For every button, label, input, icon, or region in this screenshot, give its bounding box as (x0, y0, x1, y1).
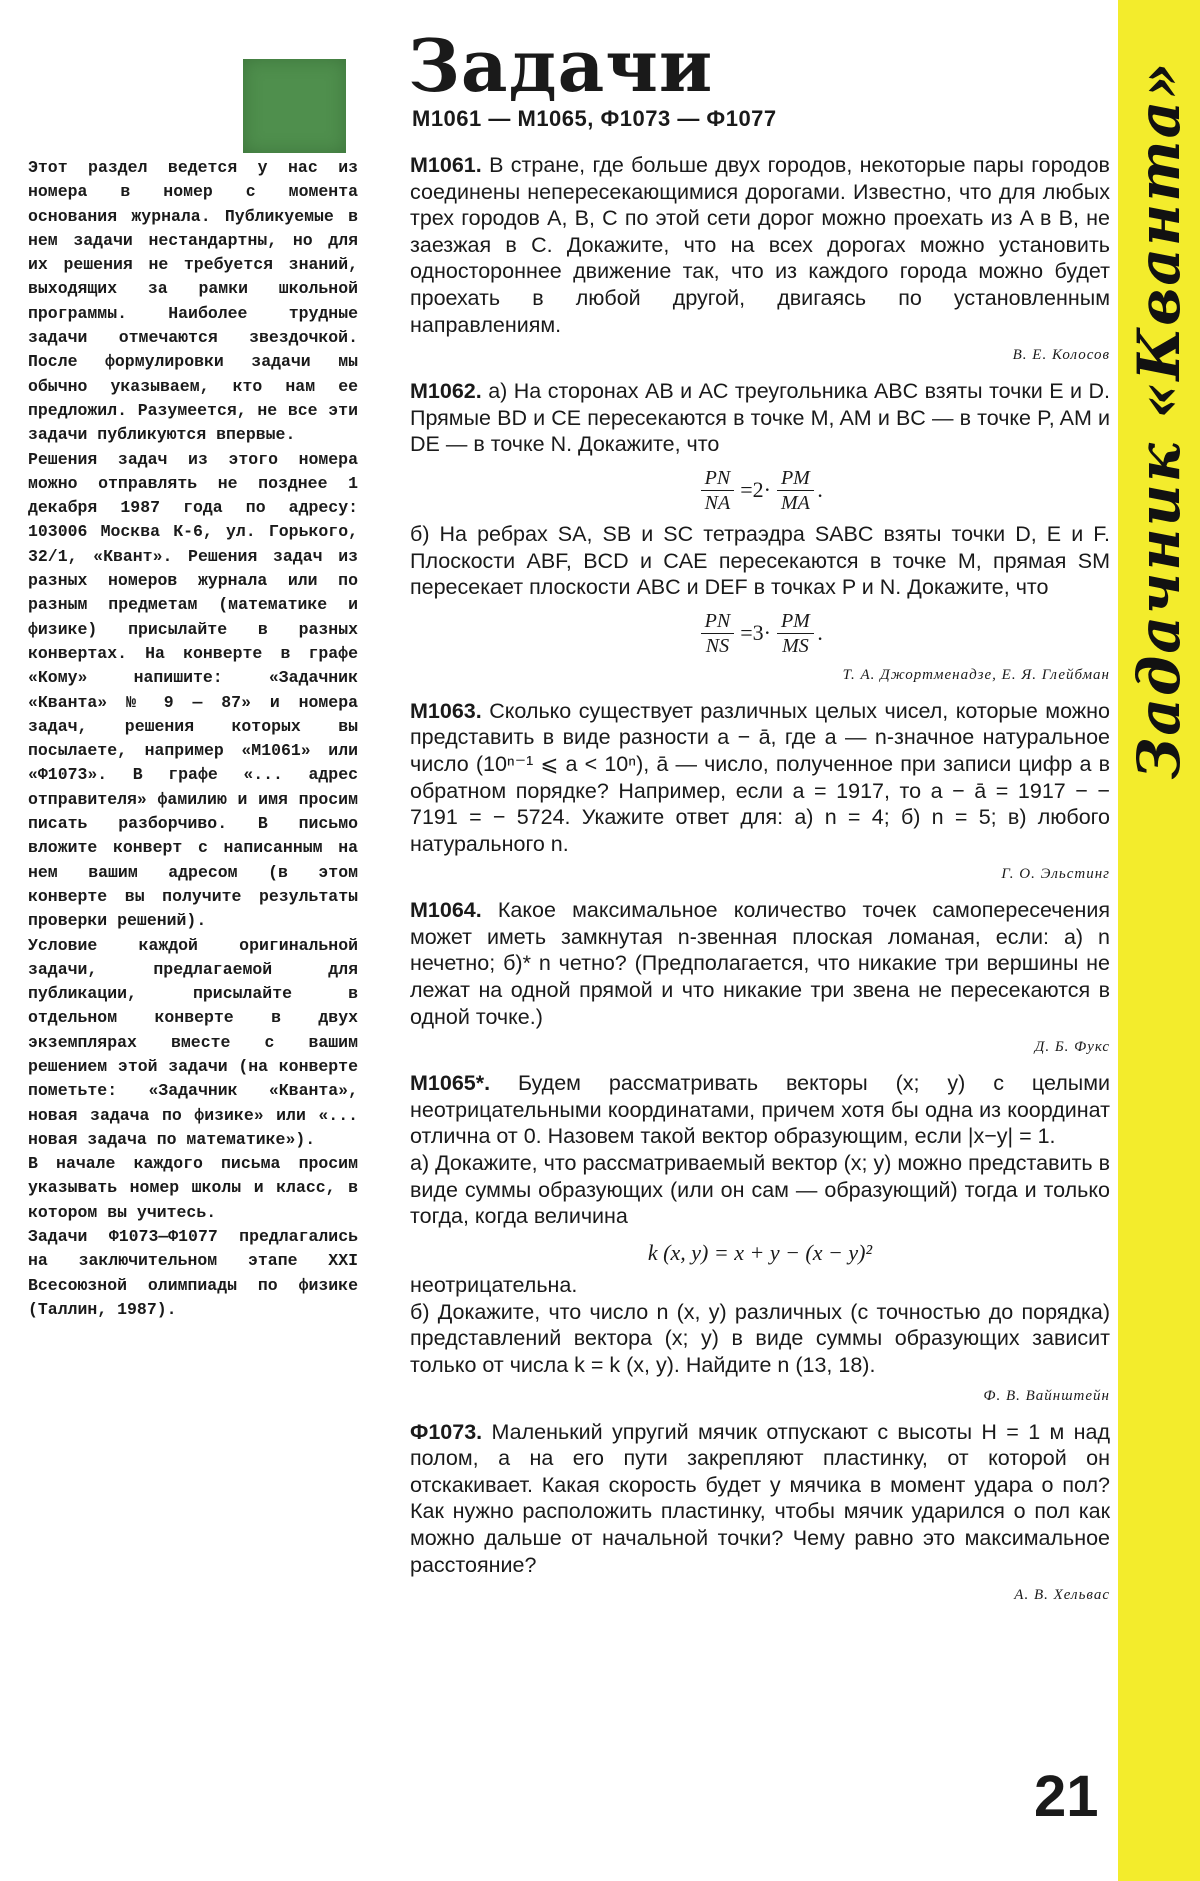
denominator: NS (705, 634, 730, 657)
problem-body (410, 1070, 1110, 1150)
problem-id: М1064. (410, 898, 482, 923)
problem-m1062 (410, 378, 1110, 685)
numerator: PM (777, 466, 814, 491)
fraction (701, 466, 735, 515)
fraction (777, 609, 814, 658)
problem-id: М1065*. (410, 1071, 491, 1096)
denominator: NA (704, 491, 731, 514)
problem-m1065 (410, 1070, 1110, 1405)
fraction (701, 609, 735, 658)
sidebar-paragraph: Условие каждой оригинальной задачи, предлагаемой для публикации, присылайте в отдельном конверте в двух экземплярах вместе с вашим решением этой задачи (на конверте пометьте: «Задачник «Кванта», новая задача по физике» или «... новая задача по математике»). (28, 935, 358, 1149)
problem-author: Д. Б. Фукс (1034, 1039, 1110, 1056)
problem-body (410, 378, 1110, 458)
formula-text: k (x, y) = x + y − (x − y)² (647, 1239, 873, 1265)
problem-author: Ф. В. Вайнштейн (983, 1387, 1110, 1404)
problem-part-b: б) Докажите, что число n (x, y) различных (с точностью до порядка) представлений вектора (x; y) в виде суммы образующих зависит только от числа k = k (x, y). Найдите n (13, 18). (410, 1299, 1110, 1377)
sidebar-paragraph: Решения задач из этого номера можно отправлять не позднее 1 декабря 1987 года по адресу: 103006 Москва К-6, ул. Горького, 32/1, «Квант». Решения задач из разных номеров журнала или по разным предметам (математике и физике) присылайте в разных конвертах. На конверте в графе «Кому» напишите: «Задачник «Кванта» № 9 — 87» и номера задач, решения которых вы посылаете, например «М1061» или «Ф1073». В графе «... адрес отправителя» фамилию и имя просим писать разборчиво. В письмо вложите конверт с написанным на нем вашим адресом (в этом конверте вы получите результаты проверки решений). (28, 449, 358, 931)
page-title: Задачи (408, 23, 714, 108)
problem-id: М1063. (410, 698, 482, 723)
problem-text: Сколько существует различных целых чисел, которые можно представить в виде разности a − ā, где a — n-значное натуральное число (10ⁿ⁻¹ ⩽ a < 10ⁿ), ā — число, полученное при записи цифр a в обратном порядке? Например, если a = 1917, то a − ā = 1917 − − 7191 = − 5724. Укажите ответ для: а) n = 4; б) n = 5; в) любого натурального n. (410, 698, 1110, 856)
numerator: PN (701, 466, 735, 491)
problem-f1073 (410, 1419, 1110, 1606)
sidebar-paragraph: Этот раздел ведется у нас из номера в номер с момента основания журнала. Публикуемые в нем задачи нестандартны, но для их решения не требуется знаний, выходящих за рамки школьной программы. Наиболее трудные задачи отмечаются звездочкой. После формулировки задачи мы обычно указываем, кто нам ее предложил. Разумеется, не все эти задачи публикуются впервые. (28, 158, 358, 445)
denominator: MA (780, 491, 810, 514)
problem-author: В. Е. Колосов (1012, 347, 1110, 364)
problem-text: В стране, где больше двух городов, некоторые пары городов соединены непересекающимися дорогами. Известно, что для любых трех городов A, B, C по этой сети дорог можно проехать из A в B, не заезжая в C. Докажите, что на всех дорогах можно установить одностороннее движение так, что из каждого города можно будет проехать в любой другой, двигаясь по установленным направлениям. (410, 153, 1110, 337)
formula-end: . (817, 477, 824, 503)
page-number: 21 (1034, 1764, 1099, 1829)
problem-m1064 (410, 897, 1110, 1057)
sidebar-paragraph: Задачи Ф1073—Ф1077 предлагались на заключительном этапе XXI Всесоюзной олимпиады по физике (Таллин, 1987). (28, 1227, 358, 1319)
problem-after-formula: неотрицательна. (410, 1273, 578, 1298)
fraction (777, 466, 814, 515)
sidebar-info (28, 156, 358, 1322)
problem-author: Г. О. Эльстинг (1001, 866, 1110, 883)
page-subtitle: М1061 — М1065, Ф1073 — Ф1077 (412, 106, 777, 131)
decorative-green-square (243, 59, 346, 153)
operator: =3· (740, 619, 771, 645)
problem-id: М1062. (410, 379, 482, 404)
problem-m1063 (410, 698, 1110, 885)
problem-text: Будем рассматривать векторы (x; y) с целыми неотрицательными координатами, причем хотя бы одна из координат отлична от 0. Назовем такой вектор образующим, если |x−y| = 1. (410, 1071, 1110, 1149)
problem-body (410, 897, 1110, 1030)
problem-author: А. В. Хельвас (1014, 1587, 1110, 1604)
problem-part-b: б) На ребрах SA, SB и SC тетраэдра SABC взяты точки D, E и F. Плоскости ABF, BCD и CAE пересекаются в точке M, прямая SM пересекает плоскости ABC и DEF в точках P и N. Докажите, что (410, 521, 1110, 600)
problem-text: Какое максимальное количество точек самопересечения может иметь замкнутая n-звенная плоская ломаная, если: а) n нечетно; б)* n четно? (Предполагается, что никакие три вершины не лежат на одной прямой и что никакие три звена не пересекаются в одной точке.) (410, 898, 1110, 1029)
problem-id: Ф1073. (410, 1419, 483, 1444)
numerator: PN (701, 609, 735, 634)
formula-end: . (817, 619, 824, 645)
problem-text: Маленький упругий мячик отпускают с высоты H = 1 м над полом, а на его пути закрепляют пластинку, от которой он отскакивает. Какая скорость будет у мячика в момент удара о пол? Как нужно расположить пластинку, чтобы мячик ударился о пол как можно дальше от начальной точки? Чему равно это максимальное расстояние? (410, 1419, 1110, 1577)
problem-m1061 (410, 152, 1110, 365)
problem-body (410, 152, 1110, 338)
problem-id: М1061. (410, 153, 482, 177)
side-banner-title: Задачник «Кванта» (1125, 60, 1193, 780)
problem-body (410, 698, 1110, 858)
denominator: MS (782, 634, 809, 657)
problem-body (410, 1419, 1110, 1579)
numerator: PM (777, 609, 814, 634)
formula-a (410, 466, 1110, 515)
formula-k (410, 1238, 1110, 1266)
problem-part-a: а) Докажите, что рассматриваемый вектор (x; y) можно представить в виде суммы образующих (или он сам — образующий) тогда и только тогда, когда величина (410, 1151, 1110, 1229)
operator: =2· (740, 477, 771, 503)
problems-column (410, 152, 1110, 1618)
sidebar-paragraph: В начале каждого письма просим указывать номер школы и класс, в котором вы учитесь. (28, 1154, 358, 1222)
formula-b (410, 609, 1110, 658)
problem-author: Т. А. Джортменадзе, Е. Я. Глейбман (842, 666, 1110, 683)
problem-part-a: а) На сторонах AB и AC треугольника ABC взяты точки E и D. Прямые BD и CE пересекаются в точке M, AM и BC — в точке P, AM и DE — в точке N. Докажите, что (410, 379, 1110, 457)
